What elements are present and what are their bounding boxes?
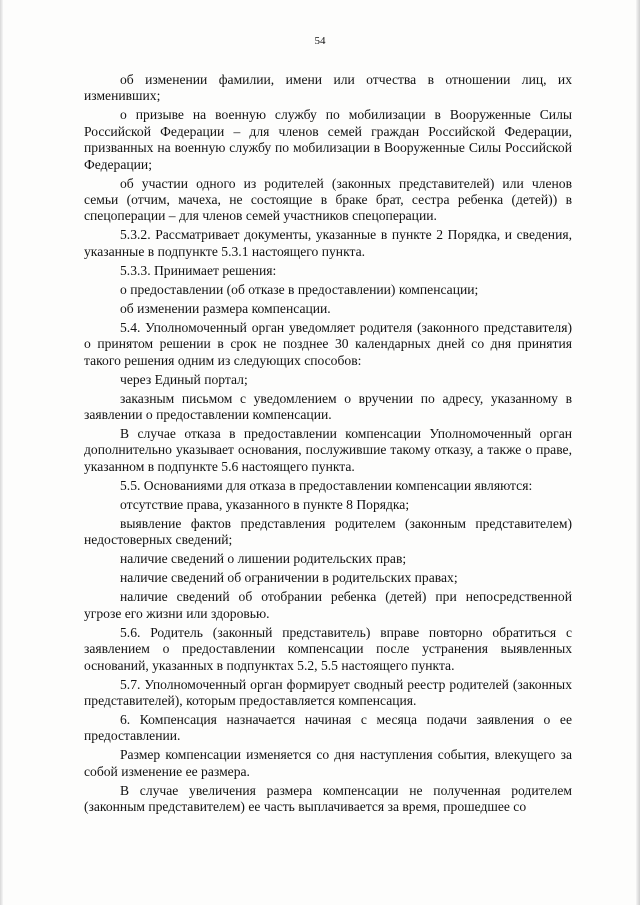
paragraph: выявление фактов представления родителем (законным представителем) недостоверных сведений;: [84, 515, 572, 548]
paragraph: о призыве на военную службу по мобилизации в Вооруженные Силы Российской Федерации – для членов семей граждан Российской Федерации, призванных на военную службу по мобилизации в Вооруженные Силы Российской Федерации;: [84, 107, 572, 172]
document-body: [84, 72, 572, 818]
paragraph: 5.7. Уполномоченный орган формирует сводный реестр родителей (законных представителей), которым предоставляется компенсация.: [84, 676, 572, 708]
scan-edge-left: [0, 0, 3, 905]
page-number: 54: [314, 35, 326, 47]
paragraph: В случае отказа в предоставлении компенсации Уполномоченный орган дополнительно указывает основания, послужившие такому отказу, а также о праве, указанном в подпункте 5.6 настоящего пункта.: [84, 426, 572, 474]
paragraph: об изменении размера компенсации.: [120, 300, 331, 316]
paragraph: об изменении фамилии, имени или отчества в отношении лиц, их изменивших;: [84, 72, 572, 104]
paragraph: об участии одного из родителей (законных представителей) или членов семьи (отчим, мачеха, не состоящие в браке брат, сестра ребенка (детей)) в спецоперации – для членов семей участников спецоперации.: [84, 175, 572, 224]
paragraph: через Единый портал;: [120, 371, 248, 387]
scan-edge-right: [636, 0, 640, 905]
paragraph: отсутствие права, указанного в пункте 8 Порядка;: [120, 496, 410, 512]
paragraph: о предоставлении (об отказе в предоставлении) компенсации;: [120, 281, 479, 297]
paragraph: 6. Компенсация назначается начиная с месяца подачи заявления о ее предоставлении.: [84, 711, 572, 744]
paragraph: 5.6. Родитель (законный представитель) вправе повторно обратиться с заявлением о предоставлении компенсации после устранения выявленных оснований, указанных в подпунктах 5.2, 5.5 настоящего пункта.: [84, 624, 572, 673]
paragraph: 5.4. Уполномоченный орган уведомляет родителя (законного представителя) о принятом решении в срок не позднее 30 календарных дней со дня принятия такого решения одним из следующих способов:: [84, 319, 572, 368]
paragraph: наличие сведений об отобрании ребенка (детей) при непосредственной угрозе его жизни или здоровью.: [84, 589, 572, 621]
paragraph: Размер компенсации изменяется со дня наступления события, влекущего за собой изменение ее размера.: [84, 747, 572, 779]
paragraph: заказным письмом с уведомлением о вручении по адресу, указанному в заявлении о предоставлении компенсации.: [84, 390, 572, 423]
paragraph: наличие сведений о лишении родительских прав;: [120, 551, 407, 567]
paragraph: 5.3.3. Принимает решения:: [120, 262, 277, 278]
paragraph: 5.3.2. Рассматривает документы, указанные в пункте 2 Порядка, и сведения, указанные в подпункте 5.3.1 настоящего пункта.: [84, 227, 572, 259]
paragraph: 5.5. Основаниями для отказа в предоставлении компенсации являются:: [120, 477, 533, 493]
paragraph: наличие сведений об ограничении в родительских правах;: [120, 570, 458, 586]
paragraph: В случае увеличения размера компенсации не полученная родителем (законным представителем) ее часть выплачивается за время, прошедшее со: [84, 782, 572, 815]
